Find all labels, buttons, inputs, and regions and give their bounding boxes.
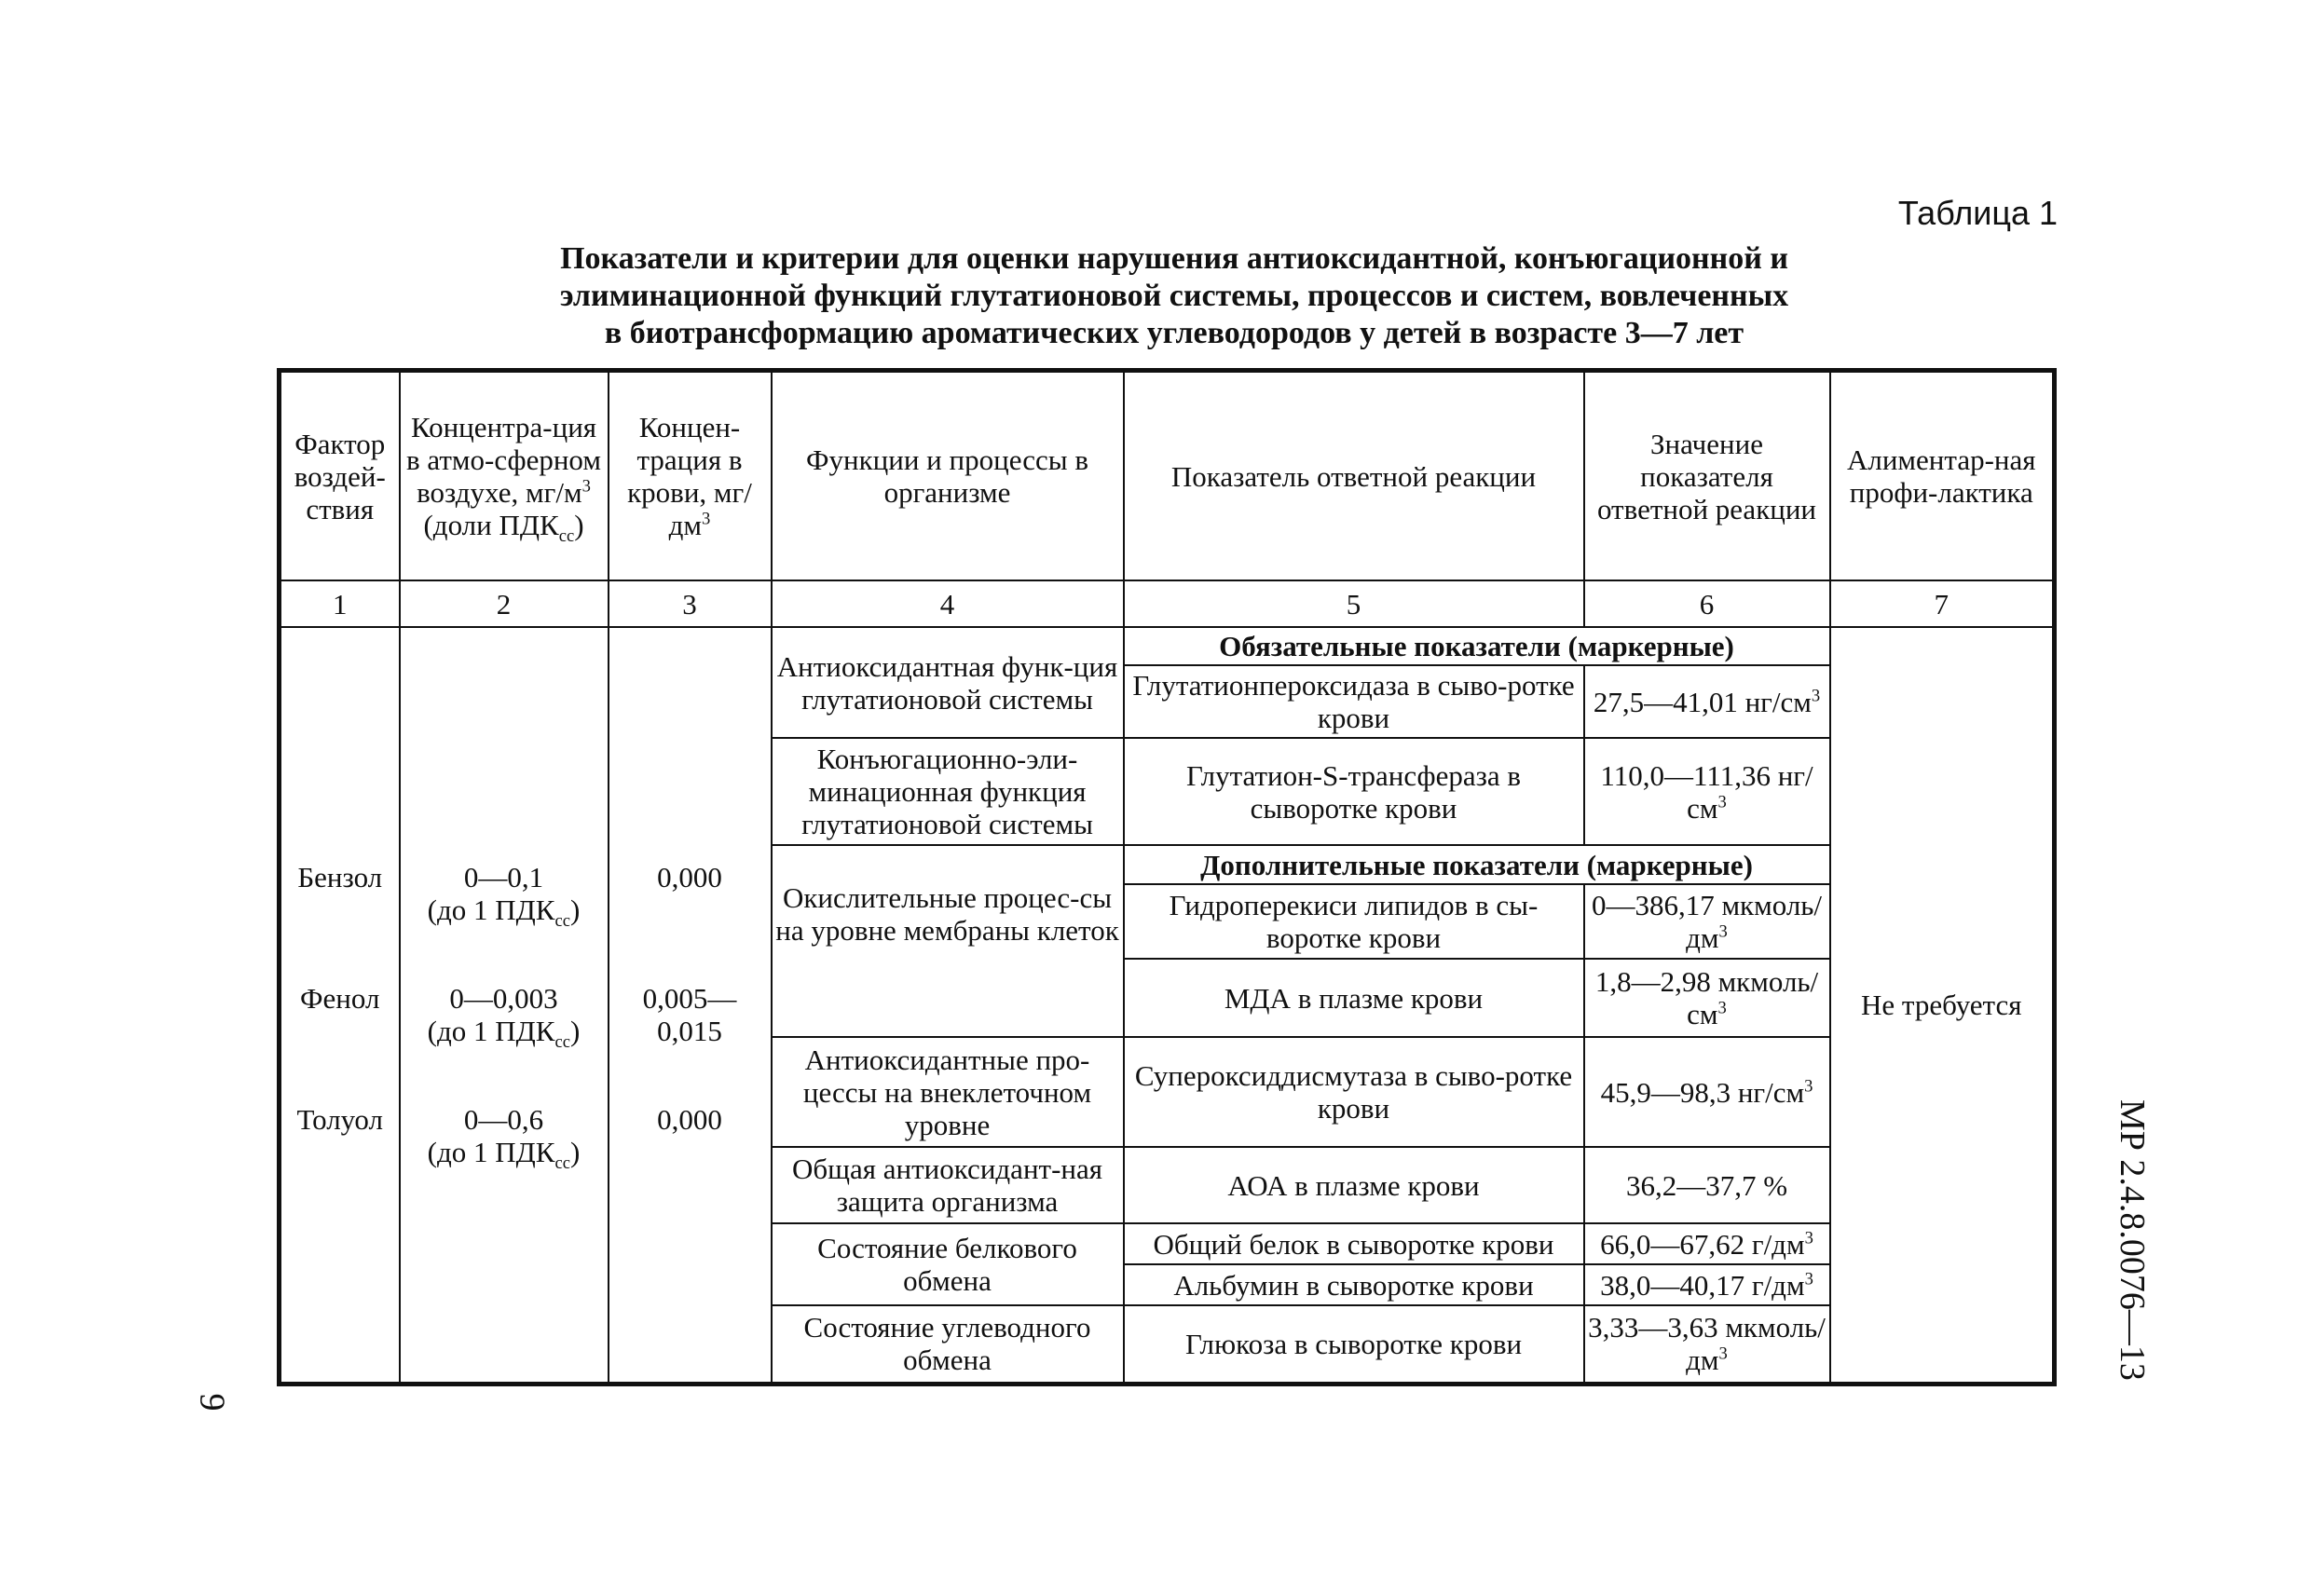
factor-cell xyxy=(280,627,400,1384)
table-header-row xyxy=(280,371,2055,581)
document-code: МР 2.4.8.0076—13 xyxy=(2113,1099,2152,1381)
header-factor: Фактор воздей-ствия xyxy=(280,371,400,581)
air-conc-toluene: 0—0,6 (до 1 $ПДК_{сс}$) xyxy=(427,1103,581,1174)
value-cell: 38,0—40,17 $г/дм^3$ xyxy=(1584,1264,1830,1305)
table-label: Таблица 1 xyxy=(1897,194,2058,232)
function-cell: Состояние углеводного обмена xyxy=(772,1305,1124,1384)
air-conc-benzene: 0—0,1 (до 1 $ПДК_{сс}$) xyxy=(427,861,581,932)
indicator-cell: Общий белок в сыворотке крови xyxy=(1124,1223,1584,1264)
blood-concentration-cell xyxy=(609,627,772,1384)
caption-line: Показатели и критерии для оценки нарушения антиоксидантной, конъюгационной и xyxy=(560,241,1788,276)
section-additional: Дополнительные показатели (маркерные) xyxy=(1124,845,1830,884)
indicator-cell: АОА в плазме крови xyxy=(1124,1147,1584,1223)
header-indicator: Показатель ответной реакции xyxy=(1124,371,1584,581)
column-number: 1 xyxy=(280,580,400,627)
header-air-concentration: Концентра-ция в атмо-сферном воздухе, $мг/м^3$ (доли $ПДК_{сс}$) xyxy=(400,371,609,581)
header-value: Значение показателя ответной реакции xyxy=(1584,371,1830,581)
function-cell: Антиоксидантная функ-ция глутатионовой системы xyxy=(772,627,1124,738)
column-number: 5 xyxy=(1124,580,1584,627)
value-cell: 36,2—37,7 % xyxy=(1584,1147,1830,1223)
air-conc-phenol: 0—0,003 (до 1 $ПДК_{сс}$) xyxy=(427,982,581,1053)
function-cell: Конъюгационно-эли-минационная функция глутатионовой системы xyxy=(772,738,1124,845)
value-cell: 1,8—2,98 мкмоль/$см^3$ xyxy=(1584,959,1830,1037)
value-cell: 3,33—3,63 мкмоль/$дм^3$ xyxy=(1584,1305,1830,1384)
air-concentration-cell xyxy=(400,627,609,1384)
header-blood-concentration: Концен-трация в крови, $мг/дм^3$ xyxy=(609,371,772,581)
column-number: 3 xyxy=(609,580,772,627)
header-prophylaxis: Алиментар-ная профи-лактика xyxy=(1830,371,2055,581)
indicator-cell: Глутатион-S-трансфераза в сыворотке крови xyxy=(1124,738,1584,845)
column-number: 4 xyxy=(772,580,1124,627)
indicator-cell: Глюкоза в сыворотке крови xyxy=(1124,1305,1584,1384)
indicator-cell: МДА в плазме крови xyxy=(1124,959,1584,1037)
value-cell: 66,0—67,62 $г/дм^3$ xyxy=(1584,1223,1830,1264)
indicators-table xyxy=(277,368,2057,1386)
column-number-row xyxy=(280,580,2055,627)
value-cell: 110,0—111,36 $нг/см^3$ xyxy=(1584,738,1830,845)
indicator-cell: Альбумин в сыворотке крови xyxy=(1124,1264,1584,1305)
function-cell: Общая антиоксидант-ная защита организма xyxy=(772,1147,1124,1223)
table-caption xyxy=(410,240,1938,352)
indicator-cell: Гидроперекиси липидов в сы-воротке крови xyxy=(1124,884,1584,959)
function-cell: Окислительные процес-сы на уровне мембраны клеток xyxy=(772,845,1124,1037)
section-mandatory: Обязательные показатели (маркерные) xyxy=(1124,627,1830,665)
blood-conc-toluene: 0,000 xyxy=(657,1103,722,1136)
indicator-cell: Супероксиддисмутаза в сыво-ротке крови xyxy=(1124,1037,1584,1147)
value-cell: 27,5—41,01 $нг/см^3$ xyxy=(1584,665,1830,738)
blood-conc-benzene: 0,000 xyxy=(657,861,722,893)
value-cell: 45,9—98,3 $нг/см^3$ xyxy=(1584,1037,1830,1147)
blood-conc-phenol: 0,005—0,015 xyxy=(642,982,737,1047)
indicator-cell: Глутатионпероксидаза в сыво-ротке крови xyxy=(1124,665,1584,738)
page-number: 9 xyxy=(192,1393,232,1412)
table-row xyxy=(280,627,2055,665)
factor-toluene: Толуол xyxy=(296,1103,383,1136)
prophylaxis-cell: Не требуется xyxy=(1830,627,2055,1384)
column-number: 2 xyxy=(400,580,609,627)
caption-line: в биотрансформацию ароматических углеводородов у детей в возрасте 3—7 лет xyxy=(604,316,1744,350)
column-number: 6 xyxy=(1584,580,1830,627)
header-functions: Функции и процессы в организме xyxy=(772,371,1124,581)
value-cell: 0—386,17 мкмоль/$дм^3$ xyxy=(1584,884,1830,959)
function-cell: Антиоксидантные про-цессы на внеклеточном уровне xyxy=(772,1037,1124,1147)
factor-phenol: Фенол xyxy=(300,982,380,1015)
caption-line: элиминационной функций глутатионовой системы, процессов и систем, вовлеченных xyxy=(559,279,1789,313)
function-cell: Состояние белкового обмена xyxy=(772,1223,1124,1305)
factor-benzene: Бензол xyxy=(297,861,383,893)
column-number: 7 xyxy=(1830,580,2055,627)
